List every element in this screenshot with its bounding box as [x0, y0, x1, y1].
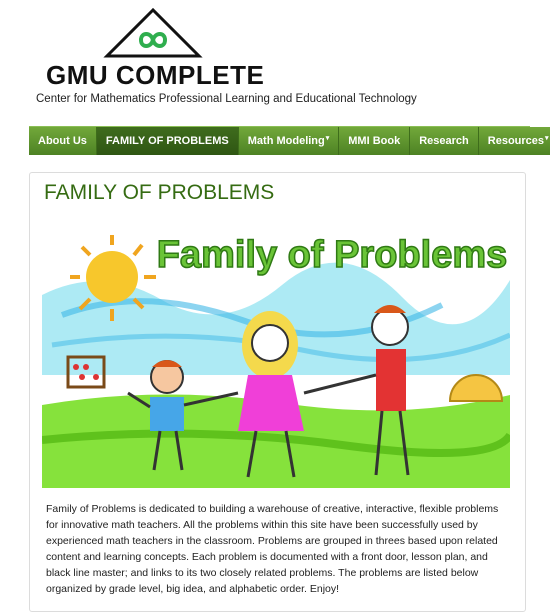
logo-triangle-icon[interactable] — [103, 8, 203, 58]
site-subtitle: Center for Mathematics Professional Learning and Educational Technology — [36, 93, 417, 105]
hero-title: Family of Problems — [156, 234, 508, 276]
chevron-down-icon: ▾ — [325, 135, 330, 142]
site-title[interactable]: GMU COMPLETE — [46, 60, 265, 90]
main-nav — [29, 126, 549, 155]
content-panel — [29, 172, 526, 612]
site-header — [0, 0, 550, 118]
family-of-problems-illustration — [42, 225, 510, 488]
nav-mmi-book[interactable]: MMI Book — [339, 127, 410, 155]
nav-research[interactable]: Research — [410, 127, 479, 155]
chevron-down-icon: ▾ — [545, 135, 549, 142]
nav-resources[interactable]: Resources▾ — [479, 127, 550, 155]
intro-paragraph: Family of Problems is dedicated to building a warehouse of creative, interactive, flexible problems for innovative math teachers. All the problems within this site have been successfully used by experienced math teachers in the classroom. Problems are grouped in threes based upon related content and learning concepts. Each problem is documented with a front door, lesson plan, and black line master; and links to its two closely related problems. The problems are listed below organized by grade level, big idea, and alphabetic order. Enjoy! — [46, 503, 499, 595]
page-title: FAMILY OF PROBLEMS — [44, 181, 275, 204]
nav-about-us[interactable]: About Us — [29, 127, 97, 155]
nav-family-of-problems[interactable]: FAMILY OF PROBLEMS — [97, 127, 239, 155]
nav-math-modeling[interactable]: Math Modeling▾ — [239, 127, 340, 155]
